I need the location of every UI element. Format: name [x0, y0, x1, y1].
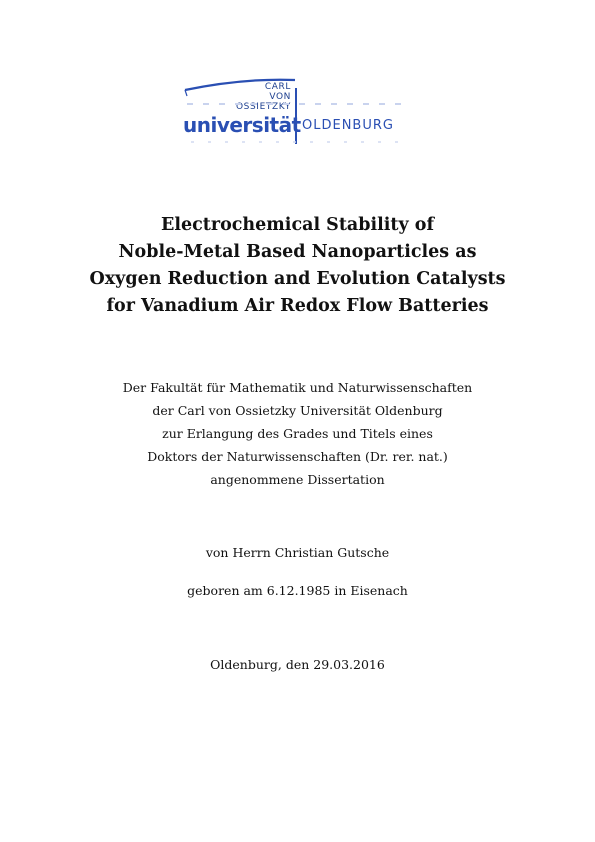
birth-line: geboren am 6.12.1985 in Eisenach — [187, 583, 408, 598]
statement-line: Der Fakultät für Mathematik und Naturwissenschaften — [122, 380, 473, 395]
logo-universitaet-text: universität — [183, 113, 301, 137]
statement-line: angenommene Dissertation — [210, 472, 385, 487]
logo-carl-text: CARL — [264, 82, 291, 92]
faculty-statement — [40, 376, 555, 491]
logo-von-text: VON — [269, 92, 291, 102]
statement-line: Doktors der Naturwissenschaften (Dr. rer. nat.) — [147, 449, 448, 464]
title-line: for Vanadium Air Redox Flow Batteries — [106, 296, 489, 316]
university-logo — [183, 72, 415, 148]
logo-city-text: OLDENBURG — [302, 118, 394, 133]
logo-dotted-pattern-icon — [183, 140, 413, 144]
dissertation-title — [40, 212, 555, 320]
author-line: von Herrn Christian Gutsche — [205, 545, 390, 560]
title-line: Noble-Metal Based Nanoparticles as — [118, 242, 477, 262]
statement-line: zur Erlangung des Grades und Titels eines — [162, 426, 433, 441]
title-line: Electrochemical Stability of — [161, 215, 434, 235]
place-date-line: Oldenburg, den 29.03.2016 — [210, 657, 385, 672]
logo-ossietzky-text: OSSIETZKY — [236, 102, 291, 112]
statement-line: der Carl von Ossietzky Universität Oldenburg — [152, 403, 443, 418]
title-line: Oxygen Reduction and Evolution Catalysts — [89, 269, 506, 289]
logo-dotted-pattern-icon — [183, 102, 413, 106]
